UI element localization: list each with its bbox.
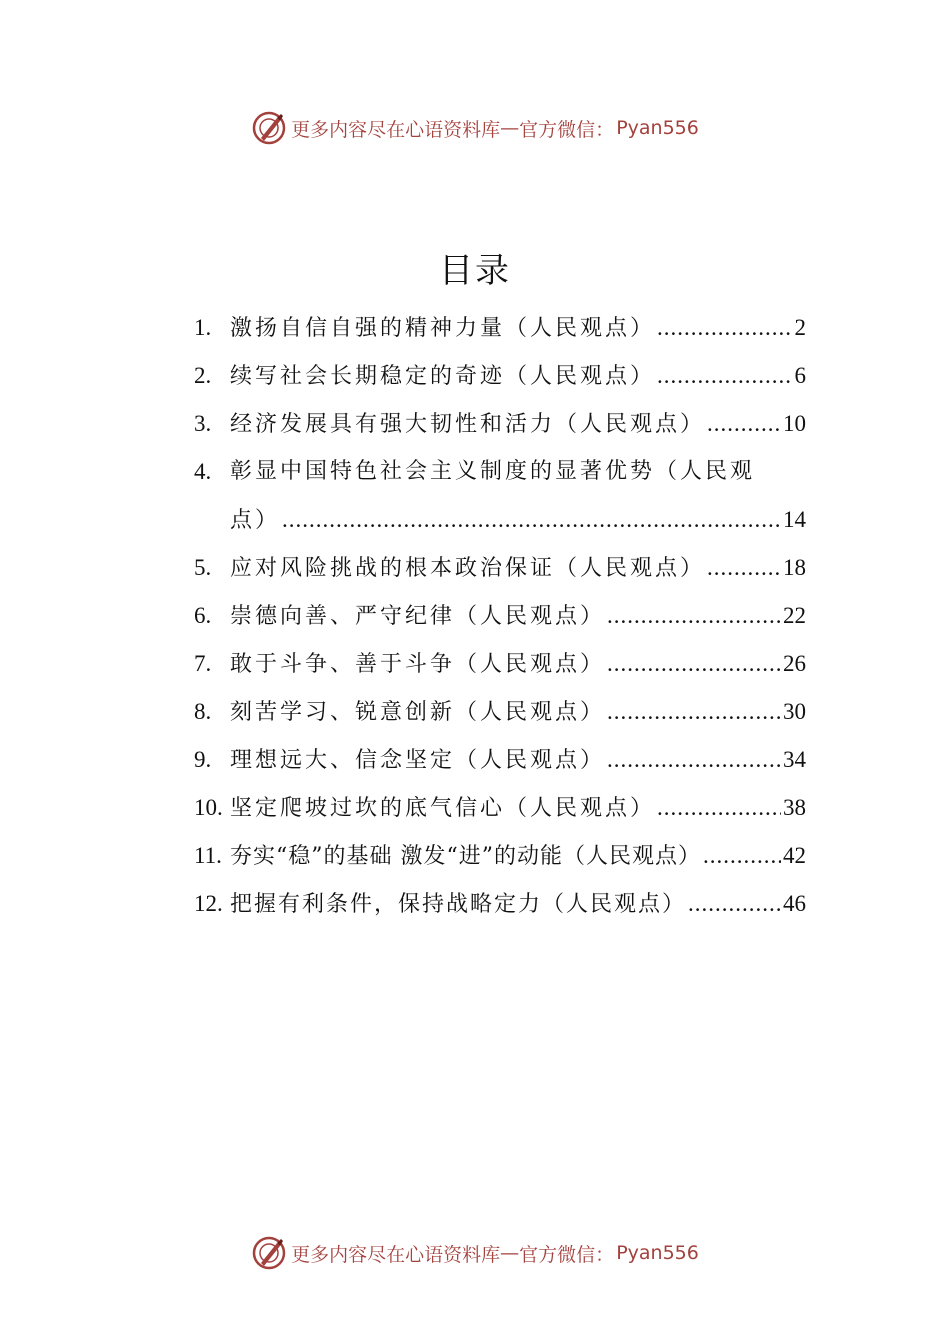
toc-leader [657, 304, 792, 352]
toc-page: 22 [783, 603, 806, 628]
toc-title: 刻苦学习、锐意创新（人民观点） [230, 700, 606, 725]
toc-number: 3. [194, 411, 212, 436]
toc-title: 坚定爬坡过坎的底气信心（人民观点） [230, 796, 656, 821]
toc-entry-11[interactable] [0, 832, 950, 880]
footer-banner [0, 1233, 950, 1273]
toc-page: 46 [783, 891, 806, 916]
toc-entry-9[interactable] [0, 736, 950, 784]
toc-number: 5. [194, 555, 212, 580]
toc-title: 夯实“稳”的基础 激发“进”的动能（人民观点） [230, 844, 701, 869]
toc-entry-6[interactable] [0, 592, 950, 640]
banner-official-label: 官方微信： [519, 1243, 615, 1266]
banner-dash: — [500, 117, 520, 139]
toc-number: 6. [194, 603, 212, 628]
toc-page: 38 [783, 795, 806, 820]
toc-page: 2 [794, 315, 806, 340]
toc-entry-2[interactable] [0, 352, 950, 400]
toc-entry-5[interactable] [0, 544, 950, 592]
banner-text: 更多内容尽在心语资料库 [291, 118, 501, 141]
toc-title: 理想远大、信念坚定（人民观点） [230, 748, 606, 773]
toc-number: 9. [194, 747, 212, 772]
toc-page: 18 [783, 555, 806, 580]
banner-wechat-id: Pyan556 [616, 117, 699, 139]
toc-title: 应对风险挑战的根本政治保证（人民观点） [230, 556, 706, 581]
toc-title: 崇德向善、严守纪律（人民观点） [230, 604, 606, 629]
toc-leader [607, 736, 781, 784]
toc-title: 经济发展具有强大韧性和活力（人民观点） [230, 412, 706, 437]
toc-number: 7. [194, 651, 212, 676]
toc-entry-12[interactable] [0, 880, 950, 928]
toc-entry-3[interactable] [0, 400, 950, 448]
toc-leader [607, 640, 781, 688]
toc-page: 30 [783, 699, 806, 724]
toc-leader [707, 400, 781, 448]
toc-number: 11. [194, 843, 222, 868]
toc-title: 敢于斗争、善于斗争（人民观点） [230, 652, 606, 677]
toc-leader [607, 592, 781, 640]
toc-number: 10. [194, 795, 223, 820]
header-banner [0, 108, 950, 148]
toc-number: 4. [194, 459, 212, 484]
toc-title: 续写社会长期稳定的奇迹（人民观点） [230, 364, 656, 389]
banner-wechat-id: Pyan556 [616, 1242, 699, 1264]
toc-page: 34 [783, 747, 806, 772]
toc-number: 12. [194, 891, 223, 916]
pen-logo-icon [251, 110, 287, 146]
toc-leader [688, 880, 781, 928]
toc-page: 14 [783, 507, 806, 532]
banner-text: 更多内容尽在心语资料库 [291, 1243, 501, 1266]
toc-entry-10[interactable] [0, 784, 950, 832]
toc-page: 26 [783, 651, 806, 676]
toc-page: 6 [794, 363, 806, 388]
toc-title: 彰显中国特色社会主义制度的显著优势（人民观 [230, 459, 756, 484]
toc-entry-4[interactable] [0, 448, 950, 496]
toc-entry-8[interactable] [0, 688, 950, 736]
toc-leader [657, 784, 781, 832]
toc-page: 10 [783, 411, 806, 436]
toc-leader [707, 544, 781, 592]
pen-logo-icon [251, 1235, 287, 1271]
toc-title-continued: 点） [230, 508, 281, 533]
toc-leader [607, 688, 781, 736]
table-of-contents [0, 304, 950, 928]
toc-leader [282, 496, 781, 544]
toc-page: 42 [783, 843, 806, 868]
toc-entry-4-continued[interactable] [0, 496, 950, 544]
toc-number: 2. [194, 363, 212, 388]
toc-entry-1[interactable] [0, 304, 950, 352]
banner-official-label: 官方微信： [519, 118, 615, 141]
toc-leader [657, 352, 792, 400]
toc-number: 8. [194, 699, 212, 724]
banner-dash: — [500, 1242, 520, 1264]
toc-title: 把握有利条件，保持战略定力（人民观点） [230, 892, 687, 917]
toc-number: 1. [194, 315, 212, 340]
page-title: 目录 [439, 251, 511, 291]
toc-leader [703, 832, 781, 880]
toc-title: 激扬自信自强的精神力量（人民观点） [230, 316, 656, 341]
toc-entry-7[interactable] [0, 640, 950, 688]
